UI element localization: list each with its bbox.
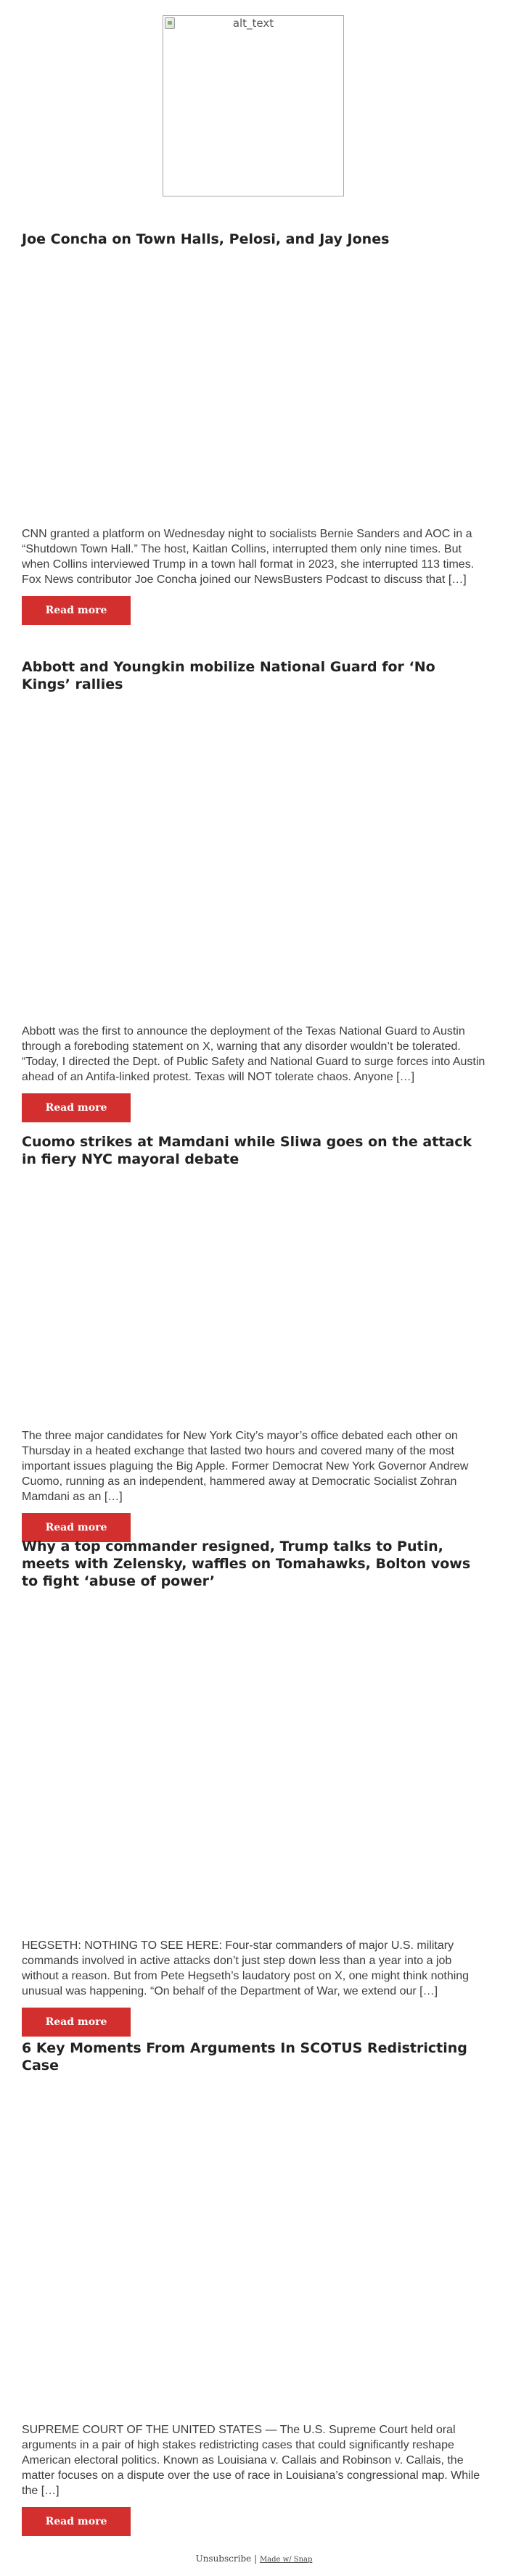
article [22, 658, 486, 1122]
read-more-button[interactable]: Read more [22, 596, 131, 625]
article-image[interactable] [22, 1168, 486, 1428]
footer-separator: | [254, 2554, 258, 2564]
article [22, 231, 486, 625]
article-image[interactable] [22, 1590, 486, 1938]
read-more-button[interactable]: Read more [22, 1093, 131, 1122]
logo-image [163, 15, 344, 196]
article-image[interactable] [22, 248, 486, 526]
footer [0, 2554, 508, 2564]
made-with-snap-link[interactable]: Made w/ Snap [259, 2556, 313, 2564]
article-title[interactable]: Why a top commander resigned, Trump talks to Putin, meets with Zelensky, waffles on Tomahawks, Bolton vows to fight ‘abuse of power’ [22, 1538, 471, 1589]
article-title[interactable]: 6 Key Moments From Arguments In SCOTUS Redistricting Case [22, 2040, 467, 2074]
article-image[interactable] [22, 693, 486, 1024]
article-title[interactable]: Cuomo strikes at Mamdani while Sliwa goes on the attack in fiery NYC mayoral debate [22, 1134, 472, 1167]
article-excerpt: Abbott was the first to announce the deployment of the Texas National Guard to Austin through a foreboding statement on X, warning that any disorder wouldn’t be tolerated. “Today, I directed the Dept. of Public Safety and National Guard to surge forces into Austin ahead of an Antifa-linked protest. Texas will NOT tolerate chaos. Anyone […] [22, 1025, 486, 1083]
article-excerpt: SUPREME COURT OF THE UNITED STATES — The U.S. Supreme Court held oral arguments in a pair of high stakes redistricting cases that could significantly reshape American electoral politics. Known as Louisiana v. Callais and Robinson v. Callais, the matter focuses on a dispute over the use of race in Louisiana’s congressional map. While the […] [22, 2424, 480, 2497]
unsubscribe-link[interactable]: Unsubscribe [195, 2554, 252, 2564]
article [22, 2039, 486, 2536]
article-excerpt: The three major candidates for New York City’s mayor’s office debated each other on Thursday in a heated exchange that lasted two hours and covered many of the most important issues plaguing the Big Apple. Former Democrat New York Governor Andrew Cuomo, running as an independent, hammered away at Democratic Socialist Zohran Mamdani as an […] [22, 1430, 469, 1503]
article-title[interactable]: Abbott and Youngkin mobilize National Guard for ‘No Kings’ rallies [22, 659, 435, 692]
article-image[interactable] [22, 2074, 486, 2422]
read-more-button[interactable]: Read more [22, 1513, 131, 1542]
read-more-button[interactable]: Read more [22, 2008, 131, 2037]
article [22, 1133, 486, 1542]
article-title[interactable]: Joe Concha on Town Halls, Pelosi, and Jay Jones [22, 231, 390, 247]
article-excerpt: HEGSETH: NOTHING TO SEE HERE: Four-star commanders of major U.S. military commands involved in active attacks don’t just step down less than a year into a job without a reason. But from Pete Hegseth’s laudatory post on X, one might think nothing unusual was happening. “On behalf of the Department of War, we extend our […] [22, 1939, 470, 1997]
article-excerpt: CNN granted a platform on Wednesday night to socialists Bernie Sanders and AOC in a “Shutdown Town Hall.” The host, Kaitlan Collins, interrupted them only nine times. But when Collins interviewed Trump in a town hall format in 2023, she interrupted 113 times. Fox News contributor Joe Concha joined our NewsBusters Podcast to discuss that […] [22, 528, 475, 586]
read-more-button[interactable]: Read more [22, 2507, 131, 2536]
article [22, 1538, 486, 2037]
logo-alt-text: alt_text [232, 17, 274, 30]
